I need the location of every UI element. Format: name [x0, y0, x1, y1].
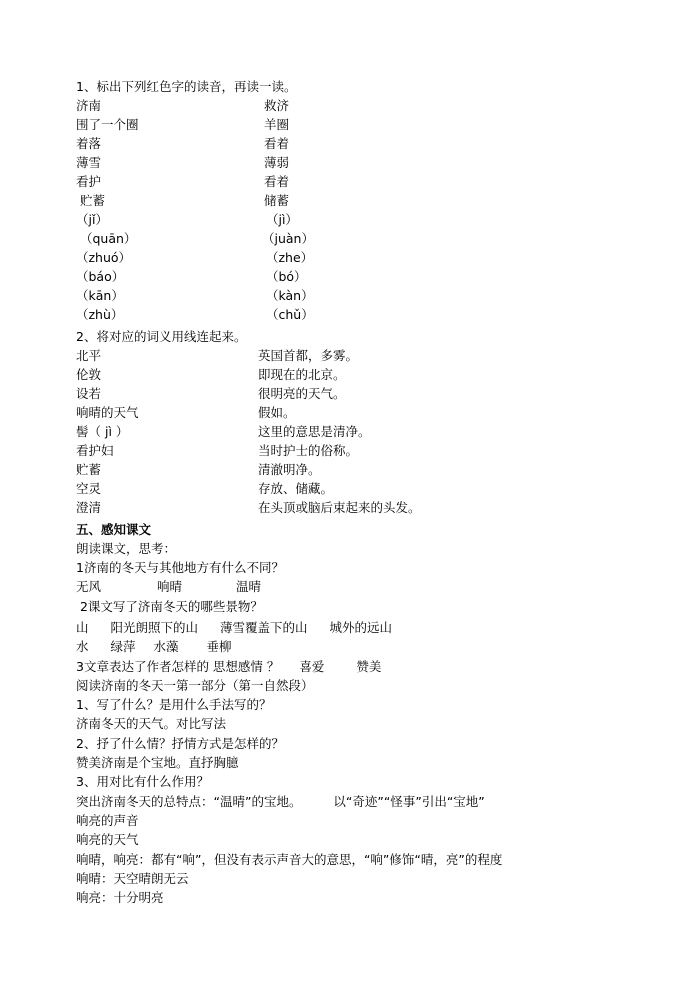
q1-right-word: 羊圈 [264, 117, 290, 132]
question-2-title: 2、将对应的词义用线连起来。 [76, 329, 247, 344]
q1-right-pinyin: （chǔ） [262, 307, 314, 322]
q1-right-word: 救济 [264, 98, 290, 113]
question-1-title: 1、标出下列红色字的读音，再读一读。 [76, 79, 297, 94]
answer-word: 阳光朗照下的山 [110, 620, 198, 635]
word-note: 响亮的天气 [76, 832, 139, 847]
word-note: 响晴：天空晴朗无云 [76, 871, 189, 886]
word-note: 响亮的声音 [76, 813, 139, 828]
q1-left-word: 着落 [76, 136, 102, 151]
q1-right-pinyin: （bó） [262, 269, 307, 284]
answer-word: 薄雪覆盖下的山 [219, 620, 308, 635]
q2-term: 空灵 [76, 481, 102, 496]
question-text: 3文章表达了作者怎样的 思想感情 ？ [76, 659, 280, 674]
q1-right-pinyin: （jì） [262, 212, 298, 227]
q2-term: 设若 [76, 386, 102, 401]
q2-term: 看护妇 [76, 443, 114, 458]
q2-term: 澄清 [76, 500, 102, 515]
q2-definition: 很明亮的天气。 [258, 386, 346, 401]
answer-word: 响晴 [156, 579, 182, 594]
word-note: 响亮：十分明亮 [76, 890, 164, 905]
answer-text: 以“奇迹”“怪事”引出“宝地” [333, 794, 485, 809]
answer-word: 无风 [76, 579, 102, 594]
q1-left-pinyin: （kān） [76, 288, 124, 303]
q1-left-word: 贮蓄 [76, 193, 105, 208]
q1-left-pinyin: （zhuó） [76, 250, 132, 265]
q1-right-word: 看着 [264, 174, 290, 189]
q2-definition: 这里的意思是清净。 [258, 424, 371, 439]
section-intro: 朗读课文，思考： [76, 541, 177, 556]
answer-word: 山 [76, 620, 89, 635]
answer-text: 突出济南冬天的总特点：“温晴”的宝地。 [76, 794, 302, 809]
think-answer-2-row-2 [76, 637, 231, 656]
q2-term: 贮蓄 [76, 462, 102, 477]
q1-right-pinyin: （zhe） [262, 250, 314, 265]
part-question-3: 3、用对比有什么作用？ [76, 774, 209, 789]
part-question-2: 2、抒了什么情？抒情方式是怎样的？ [76, 736, 284, 751]
q1-left-word: 看护 [76, 174, 102, 189]
q1-right-word: 看着 [264, 136, 290, 151]
answer-word: 城外的远山 [329, 620, 392, 635]
part-title: 阅读济南的冬天一第一部分（第一自然段） [76, 678, 314, 693]
q1-left-pinyin: （báo） [76, 269, 125, 284]
q1-left-pinyin: （quān） [76, 231, 137, 246]
think-answer-2-row-1 [76, 618, 392, 637]
answer-word: 垂柳 [206, 639, 232, 654]
answer-word: 绿萍 [110, 639, 136, 654]
answer-word: 水藻 [153, 639, 179, 654]
q2-definition: 英国首都，多雾。 [258, 348, 359, 363]
q2-definition: 清澈明净。 [258, 462, 321, 477]
q1-right-pinyin: （kàn） [262, 288, 314, 303]
q2-definition: 即现在的北京。 [258, 367, 346, 382]
answer-word: 喜爱 [299, 659, 325, 674]
word-note: 响晴，响亮：都有“响”，但没有表示声音大的意思，“响”修饰“晴，亮”的程度 [76, 852, 503, 867]
q1-right-word: 储蓄 [264, 193, 290, 208]
q1-right-word: 薄弱 [264, 155, 290, 170]
q1-left-word: 围了一个圈 [76, 117, 139, 132]
q2-term: 髻（ jì ） [76, 424, 129, 439]
q2-term: 北平 [76, 348, 102, 363]
think-question-3 [76, 657, 381, 676]
q2-definition: 存放、储藏。 [258, 481, 334, 496]
answer-word: 温晴 [235, 579, 261, 594]
answer-word: 赞美 [356, 659, 382, 674]
part-question-1: 1、写了什么？是用什么手法写的？ [76, 697, 272, 712]
part-answer-3 [76, 792, 485, 811]
think-answer-1 [76, 577, 261, 596]
think-question-1: 1济南的冬天与其他地方有什么不同？ [76, 560, 284, 575]
q2-definition: 当时护士的俗称。 [258, 443, 359, 458]
q2-definition: 假如。 [258, 405, 296, 420]
think-question-2: 2课文写了济南冬天的哪些景物？ [76, 599, 263, 614]
q1-left-word: 济南 [76, 98, 102, 113]
answer-word: 水 [76, 639, 89, 654]
q2-term: 响晴的天气 [76, 405, 139, 420]
part-answer-1: 济南冬天的天气。对比写法 [76, 716, 227, 731]
q1-left-pinyin: （jǐ） [76, 212, 108, 227]
q1-left-pinyin: （zhù） [76, 307, 124, 322]
q2-definition: 在头顶或脑后束起来的头发。 [258, 500, 421, 515]
q1-right-pinyin: （juàn） [262, 231, 314, 246]
section-heading: 五、感知课文 [76, 522, 152, 537]
part-answer-2: 赞美济南是个宝地。直抒胸臆 [76, 755, 239, 770]
q2-term: 伦敦 [76, 367, 102, 382]
q1-left-word: 薄雪 [76, 155, 102, 170]
